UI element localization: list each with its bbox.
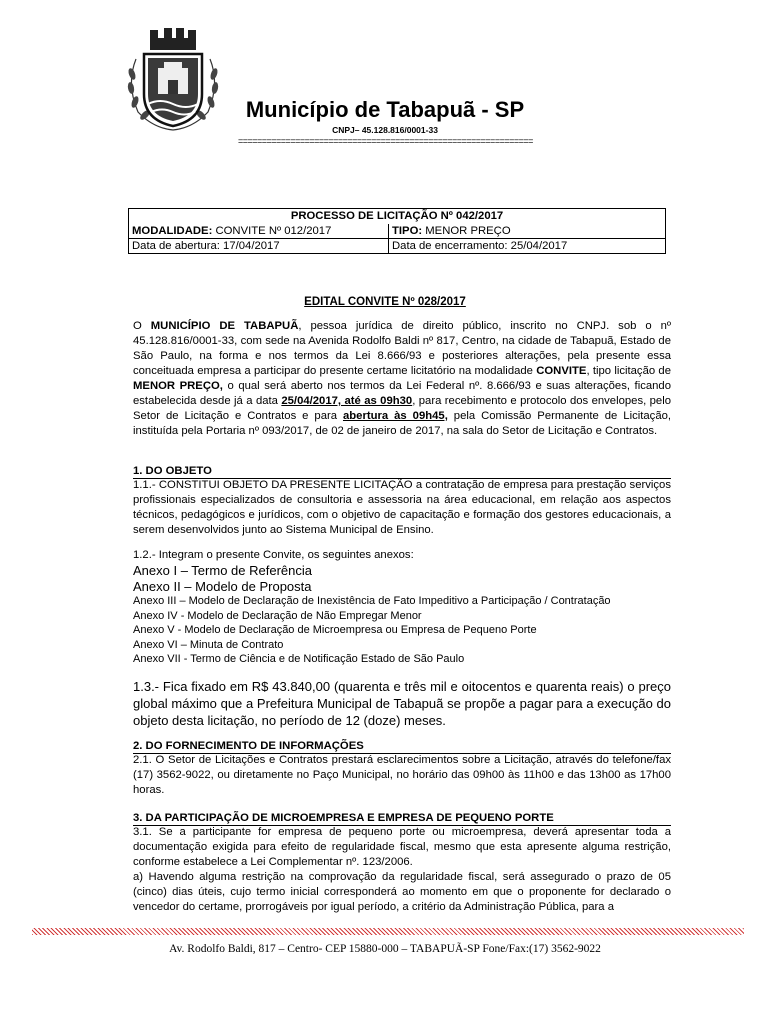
anexo-item: Anexo IV - Modelo de Declaração de Não Empregar Menor [133, 609, 422, 622]
section-paragraph: 1.1.- CONSTITUI OBJETO DA PRESENTE LICITAÇÃO a contratação de empresa para prestação serviços profissionais especializados de consultoria e assessoria na área educacional, em relação aos aspectos técnicos, pedagógicos e jurídicos, com o objetivo de capacitação e formação dos gestores educacionais, a serem desenvolvidos junto ao Sistema Municipal de Ensino. [133, 479, 671, 536]
process-row [129, 223, 665, 238]
intro-text: O [133, 320, 151, 332]
section-heading: 2. DO FORNECIMENTO DE INFORMAÇÕES [133, 739, 671, 754]
anexo-item: Anexo II – Modelo de Proposta [133, 579, 312, 594]
anexo-item: Anexo VII - Termo de Ciência e de Notificação Estado de São Paulo [133, 653, 465, 665]
modalidade-label: MODALIDADE: [132, 225, 213, 237]
intro-text: , tipo licitação de [586, 365, 671, 377]
intro-bold-underline: abertura às 09h45, [342, 410, 448, 422]
section-paragraph: 2.1. O Setor de Licitações e Contratos prestará esclarecimentos sobre a Licitação, através do telefone/fax (17) 3562-9022, ou diretamente no Paço Municipal, no horário das 09h00 às 11h00 e das 13h00 as 17h00 horas. [133, 754, 671, 796]
footer-rule [32, 928, 744, 935]
anexo-item: Anexo V - Modelo de Declaração de Microempresa ou Empresa de Pequeno Porte [133, 624, 537, 636]
separator-rule: ============================================================== [238, 136, 533, 146]
footer-address: Av. Rodolfo Baldi, 817 – Centro- CEP 15880-000 – TABAPUÃ-SP Fone/Fax:(17) 3562-9022 [169, 943, 601, 955]
page-title: Município de Tabapuã - SP [245, 97, 525, 122]
process-title: PROCESSO DE LICITAÇÃO Nº 042/2017 [290, 210, 504, 222]
section-paragraph: 1.2.- Integram o presente Convite, os seguintes anexos: [133, 549, 414, 561]
intro-text: , pessoa jurídica de direito público, inscrito no CNPJ. sob o nº 45.128.816/0001-33, com sede na Avenida Rodolfo Baldi nº 817, Centro, na cidade de Tabapuã, Estado de São Paulo, na forma e nos termos da Lei 8.666/93 e posteriores alterações, pela presente essa conceituada empresa a participar do presente certame licitatório na modalidade [133, 320, 671, 377]
modalidade-value: CONVITE Nº 012/2017 [212, 225, 332, 237]
tipo-cell [389, 224, 665, 238]
section-paragraph: 3.1. Se a participante for empresa de pequeno porte ou microempresa, deverá apresentar toda a documentação exigida para efeito de regularidade fiscal, mesmo que esta apresente alguma restrição, conforme estabelece a Lei Complementar nº. 123/2006. [133, 826, 671, 868]
edital-title: EDITAL CONVITE Nº 028/2017 [304, 296, 466, 308]
section-paragraph-group [133, 825, 671, 915]
intro-bold: MENOR PREÇO, [133, 380, 223, 392]
intro-bold: CONVITE [536, 365, 587, 377]
anexo-item: Anexo III – Modelo de Declaração de Inexistência de Fato Impeditivo a Participação / Contratação [133, 595, 611, 607]
section-paragraph: a) Havendo alguma restrição na comprovação da regularidade fiscal, será assegurado o prazo de 05 (cinco) dias úteis, cujo termo inicial corresponderá ao momento em que o proponente for declarado o vencedor do certame, prorrogáveis por igual período, a critério da Administração Pública, para a [133, 871, 671, 913]
intro-bold: MUNICÍPIO DE TABAPUÃ [150, 320, 299, 332]
anexo-item: Anexo I – Termo de Referência [133, 563, 312, 578]
intro-paragraph [133, 319, 671, 439]
intro-text: , para recebimento e protocolo dos envelopes, pelo Setor de Licitação e Contratos e para [133, 395, 671, 422]
intro-text: pela Comissão Permanente de Licitação, instituída pela Portaria nº 093/2017, de 02 de janeiro de 2017, na sala do Setor de Licitação e Contratos. [133, 410, 672, 437]
process-info-table [128, 208, 666, 254]
price-paragraph: 1.3.- Fica fixado em R$ 43.840,00 (quarenta e três mil e oitocentos e quarenta reais) o preço global máximo que a Prefeitura Municipal de Tabapuã se propõe a pagar para a execução do objeto desta licitação, no período de 12 (doze) meses. [133, 679, 671, 728]
abertura-cell: Data de abertura: 17/04/2017 [129, 239, 389, 253]
modalidade-cell [129, 224, 389, 238]
intro-bold-underline: 25/04/2017, até as 09h30 [281, 395, 413, 407]
anexo-list [133, 594, 611, 667]
section-heading: 1. DO OBJETO [133, 464, 671, 479]
section-heading: 3. DA PARTICIPAÇÃO DE MICROEMPRESA E EMPRESA DE PEQUENO PORTE [133, 811, 671, 826]
process-row [129, 238, 665, 253]
encerramento-cell: Data de encerramento: 25/04/2017 [392, 240, 568, 252]
tipo-label: TIPO: [392, 225, 423, 237]
cnpj-text: CNPJ– 45.128.816/0001-33 [332, 125, 438, 135]
tipo-value: MENOR PREÇO [422, 225, 511, 237]
intro-text: o qual será aberto nos termos da Lei Federal nº. 8.666/93 e suas alterações, ficando estabelecida desde já a data [133, 380, 671, 407]
anexo-item: Anexo VI – Minuta de Contrato [133, 638, 284, 651]
